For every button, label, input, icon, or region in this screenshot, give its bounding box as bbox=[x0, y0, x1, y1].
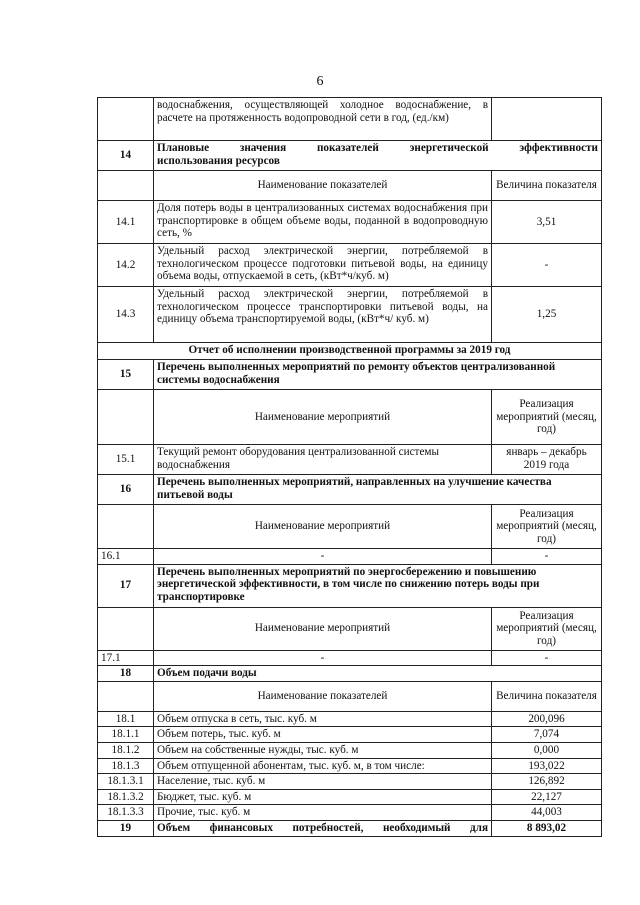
section-title bbox=[154, 141, 602, 171]
indicator-name: Удельный расход электрической энергии, потребляемой в технологическом процессе подготовки питьевой воды, на единицу объема воды, отпускаемой в сеть, (кВт*ч/куб. м) bbox=[154, 244, 492, 287]
indicator-name: Объем отпуска в сеть, тыс. куб. м bbox=[154, 711, 492, 727]
table-row bbox=[98, 789, 602, 805]
page-number: 6 bbox=[316, 74, 324, 89]
table-row bbox=[98, 287, 602, 343]
indicator-value: 22,127 bbox=[492, 789, 602, 805]
section-title-line-2: использования ресурсов bbox=[157, 154, 280, 167]
report-title: Отчет об исполнении производственной программы за 2019 год bbox=[98, 343, 602, 360]
table-row bbox=[98, 244, 602, 287]
section-title: Объем подачи воды bbox=[154, 666, 602, 682]
activity-period: - bbox=[492, 549, 602, 565]
indicator-name: Объем отпущенной абонентам, тыс. куб. м, в том числе: bbox=[154, 758, 492, 774]
indicator-name: Объем потерь, тыс. куб. м bbox=[154, 727, 492, 743]
indicator-name: Удельный расход электрической энергии, потребляемой в технологическом процессе транспортировки питьевой воды, на единицу объема транспортируемой воды, (кВт*ч/ куб. м) bbox=[154, 287, 492, 343]
row-number: 18.1.3 bbox=[98, 758, 154, 774]
activity-name: Текущий ремонт оборудования централизованной системы водоснабжения bbox=[154, 445, 492, 475]
section-header-row bbox=[98, 141, 602, 171]
indicator-name: Доля потерь воды в централизованных системах водоснабжения при транспортировке в общем объеме воды, поданной в водопроводную сеть, % bbox=[154, 201, 492, 244]
table-row bbox=[98, 758, 602, 774]
table-row bbox=[98, 650, 602, 666]
column-header-value: Реализация мероприятий (месяц, год) bbox=[492, 607, 602, 650]
column-header-row bbox=[98, 171, 602, 201]
section-title: Перечень выполненных мероприятий по ремонту объектов централизованной системы водоснабжения bbox=[154, 360, 602, 390]
row-number: 15.1 bbox=[98, 445, 154, 475]
column-header-row bbox=[98, 505, 602, 549]
section-number: 14 bbox=[98, 141, 154, 171]
empty-cell bbox=[98, 171, 154, 201]
indicator-value: 200,096 bbox=[492, 711, 602, 727]
indicator-value: 193,022 bbox=[492, 758, 602, 774]
empty-cell bbox=[98, 681, 154, 711]
row-number: 18.1.3.2 bbox=[98, 789, 154, 805]
section-number: 19 bbox=[98, 820, 154, 836]
empty-cell bbox=[98, 390, 154, 445]
indicator-name: Население, тыс. куб. м bbox=[154, 774, 492, 790]
table-row bbox=[98, 805, 602, 821]
section-header-row bbox=[98, 666, 602, 682]
row-number-cell bbox=[98, 98, 154, 141]
activity-period: январь – декабрь 2019 года bbox=[492, 445, 602, 475]
activity-name: - bbox=[154, 549, 492, 565]
indicator-value: 3,51 bbox=[492, 201, 602, 244]
table-row bbox=[98, 774, 602, 790]
indicator-value: 7,074 bbox=[492, 727, 602, 743]
section-header-row bbox=[98, 360, 602, 390]
table-row bbox=[98, 445, 602, 475]
section-header-row bbox=[98, 820, 602, 836]
section-value: 8 893,02 bbox=[492, 820, 602, 836]
section-title-line-1: Плановые значения показателей энергетической эффективности bbox=[157, 142, 598, 154]
column-header-name: Наименование показателей bbox=[154, 171, 492, 201]
indicator-value: - bbox=[492, 244, 602, 287]
column-header-name: Наименование мероприятий bbox=[154, 505, 492, 549]
indicator-value: 0,000 bbox=[492, 742, 602, 758]
column-header-row bbox=[98, 681, 602, 711]
table-row bbox=[98, 98, 602, 141]
indicator-name-cell: водоснабжения, осуществляющей холодное водоснабжение, в расчете на протяженность водопроводной сети в год, (ед./км) bbox=[154, 98, 492, 141]
indicator-name: Прочие, тыс. куб. м bbox=[154, 805, 492, 821]
section-number: 17 bbox=[98, 564, 154, 607]
column-header-name: Наименование мероприятий bbox=[154, 607, 492, 650]
section-title: Перечень выполненных мероприятий по энергосбережению и повышению энергетической эффективности, в том числе по снижению потерь воды при транспортировке bbox=[154, 564, 602, 607]
row-number: 16.1 bbox=[98, 549, 154, 565]
production-program-table bbox=[97, 97, 602, 837]
section-number: 18 bbox=[98, 666, 154, 682]
section-title: Перечень выполненных мероприятий, направленных на улучшение качества питьевой воды bbox=[154, 475, 602, 505]
section-header-row bbox=[98, 475, 602, 505]
section-number: 15 bbox=[98, 360, 154, 390]
table-row bbox=[98, 549, 602, 565]
empty-cell bbox=[98, 607, 154, 650]
row-number: 18.1.3.1 bbox=[98, 774, 154, 790]
column-header-name: Наименование показателей bbox=[154, 681, 492, 711]
indicator-value: 1,25 bbox=[492, 287, 602, 343]
row-number: 18.1.3.3 bbox=[98, 805, 154, 821]
row-number: 14.2 bbox=[98, 244, 154, 287]
row-number: 17.1 bbox=[98, 650, 154, 666]
section-title: Объем финансовых потребностей, необходимый для bbox=[154, 820, 492, 836]
section-number: 16 bbox=[98, 475, 154, 505]
row-number: 18.1.1 bbox=[98, 727, 154, 743]
row-number: 14.1 bbox=[98, 201, 154, 244]
row-number: 18.1 bbox=[98, 711, 154, 727]
table-row bbox=[98, 201, 602, 244]
empty-cell bbox=[98, 505, 154, 549]
activity-name: - bbox=[154, 650, 492, 666]
column-header-value: Реализация мероприятий (месяц, год) bbox=[492, 390, 602, 445]
column-header-row bbox=[98, 390, 602, 445]
indicator-value: 44,003 bbox=[492, 805, 602, 821]
activity-period: - bbox=[492, 650, 602, 666]
indicator-name: Объем на собственные нужды, тыс. куб. м bbox=[154, 742, 492, 758]
report-title-row bbox=[98, 343, 602, 360]
table-row bbox=[98, 727, 602, 743]
table-row bbox=[98, 711, 602, 727]
section-header-row bbox=[98, 564, 602, 607]
column-header-value: Величина показателя bbox=[492, 681, 602, 711]
row-number: 18.1.2 bbox=[98, 742, 154, 758]
column-header-name: Наименование мероприятий bbox=[154, 390, 492, 445]
column-header-value: Величина показателя bbox=[492, 171, 602, 201]
indicator-name: Бюджет, тыс. куб. м bbox=[154, 789, 492, 805]
indicator-value-cell bbox=[492, 98, 602, 141]
row-number: 14.3 bbox=[98, 287, 154, 343]
column-header-value: Реализация мероприятий (месяц, год) bbox=[492, 505, 602, 549]
indicator-value: 126,892 bbox=[492, 774, 602, 790]
table-row bbox=[98, 742, 602, 758]
column-header-row bbox=[98, 607, 602, 650]
